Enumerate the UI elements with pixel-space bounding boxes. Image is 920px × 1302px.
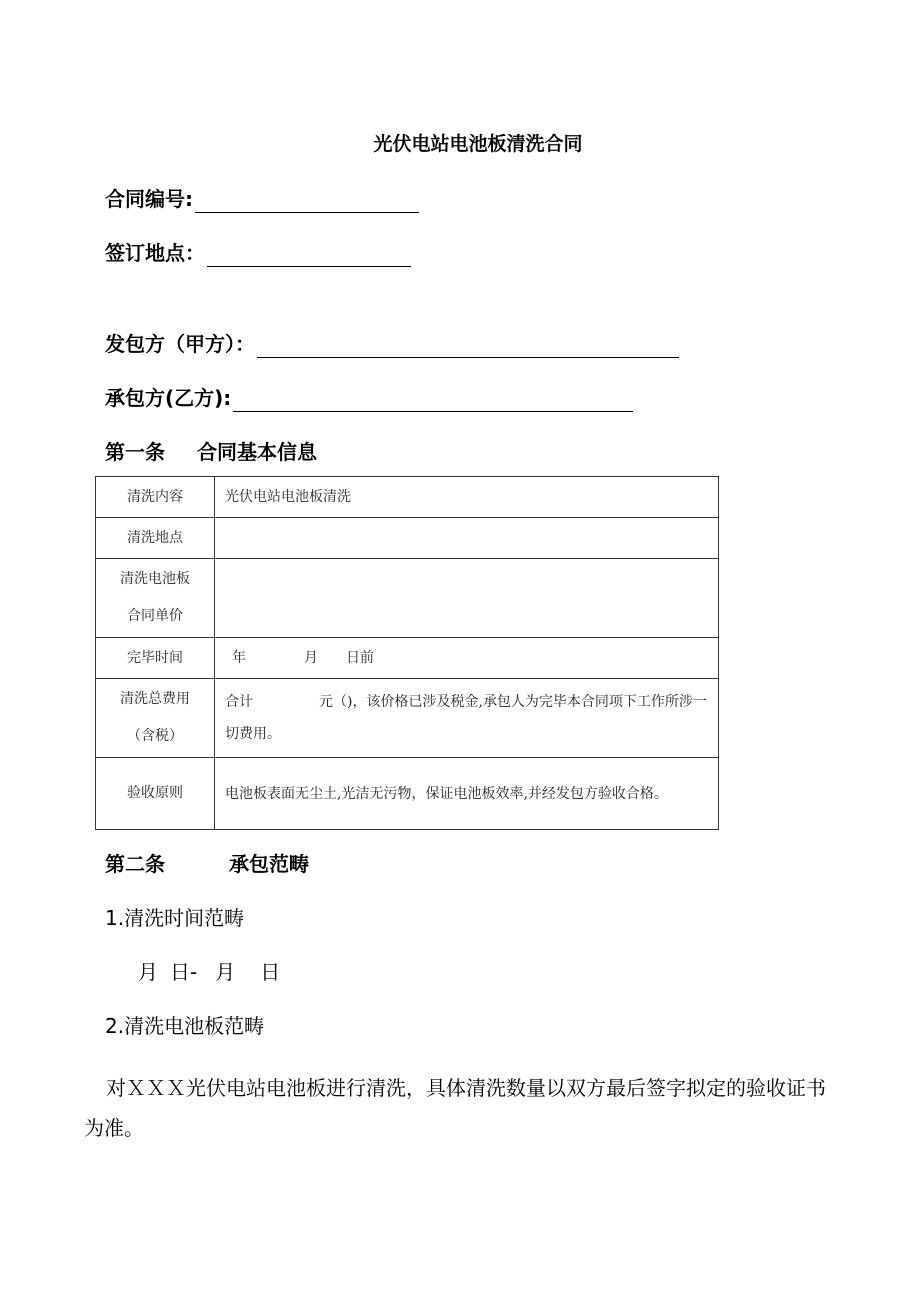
row-value-text: 电池板表面无尘土,光洁无污物，保证电池板效率,并经发包方验收合格。 (225, 785, 668, 802)
party-a-field (105, 330, 679, 358)
item-2-heading: 2.清洗电池板范畴 (105, 1014, 265, 1038)
party-b-label: 承包方(乙方): (105, 386, 232, 410)
table-row (96, 638, 719, 679)
row-label-line: 清洗电池板 (120, 571, 190, 587)
contract-number-field (105, 185, 419, 213)
contract-info-table (95, 476, 719, 830)
article-2-number: 第二条 (105, 852, 165, 876)
row-label (96, 638, 215, 679)
party-b-field (105, 384, 633, 412)
row-label (96, 679, 215, 758)
row-label (96, 477, 215, 518)
row-value-empty[interactable] (215, 518, 719, 559)
day-label: 日前 (346, 650, 374, 666)
item-2-paragraph-text: 对ＸＸＸ光伏电站电池板进行清洗，具体清洗数量以双方最后签字拟定的验收证书为准。 (84, 1076, 826, 1140)
sign-place-blank[interactable] (207, 244, 411, 267)
article-1-heading (105, 438, 317, 466)
table-row (96, 477, 719, 518)
row-label-text: 完毕时间 (127, 649, 183, 666)
date-month-end: 月 (215, 960, 236, 984)
year-label: 年 (232, 650, 246, 666)
table-row (96, 559, 719, 638)
date-day-end: 日 (260, 960, 281, 984)
table-row (96, 518, 719, 559)
party-a-blank[interactable] (257, 335, 679, 358)
contract-number-label: 合同编号: (105, 187, 193, 211)
total-label: 合计 (225, 694, 253, 710)
article-2-heading (105, 850, 309, 878)
date-day-start: 日- (170, 960, 198, 984)
item-1-date-range (138, 958, 280, 986)
row-label-text: 清洗地点 (127, 529, 183, 546)
table-row (96, 679, 719, 758)
date-month-start: 月 (138, 960, 158, 984)
row-label (96, 758, 215, 830)
sign-place-label: 签订地点： (105, 241, 205, 265)
row-label-text: 清洗内容 (127, 488, 183, 505)
row-value (215, 477, 719, 518)
row-value (215, 638, 719, 679)
party-b-blank[interactable] (233, 389, 633, 412)
document-title: 光伏电站电池板清洗合同 (373, 133, 583, 155)
party-a-label: 发包方（甲方）： (105, 332, 255, 356)
month-label: 月 (304, 650, 318, 666)
total-text: 元（)，该价格已涉及税金,承包人为完毕本合同项下工作所涉一切费用。 (225, 694, 707, 742)
table-row (96, 758, 719, 830)
row-value (215, 679, 719, 758)
row-label-line: （含税） (127, 728, 183, 744)
item-2-paragraph (84, 1068, 844, 1148)
contract-number-blank[interactable] (195, 190, 419, 213)
row-label (96, 518, 215, 559)
row-value (215, 758, 719, 830)
row-label-line: 合同单价 (127, 608, 183, 624)
article-1-number: 第一条 (105, 440, 165, 464)
article-1-name: 合同基本信息 (197, 440, 317, 464)
row-value-empty[interactable] (215, 559, 719, 638)
item-1-heading: 1.清洗时间范畴 (105, 906, 245, 930)
row-label-text: 验收原则 (127, 785, 183, 801)
row-value-text: 光伏电站电池板清洗 (225, 489, 351, 505)
article-2-name: 承包范畴 (229, 852, 309, 876)
sign-place-field (105, 239, 411, 267)
row-label-line: 清洗总费用 (120, 691, 190, 707)
row-label (96, 559, 215, 638)
